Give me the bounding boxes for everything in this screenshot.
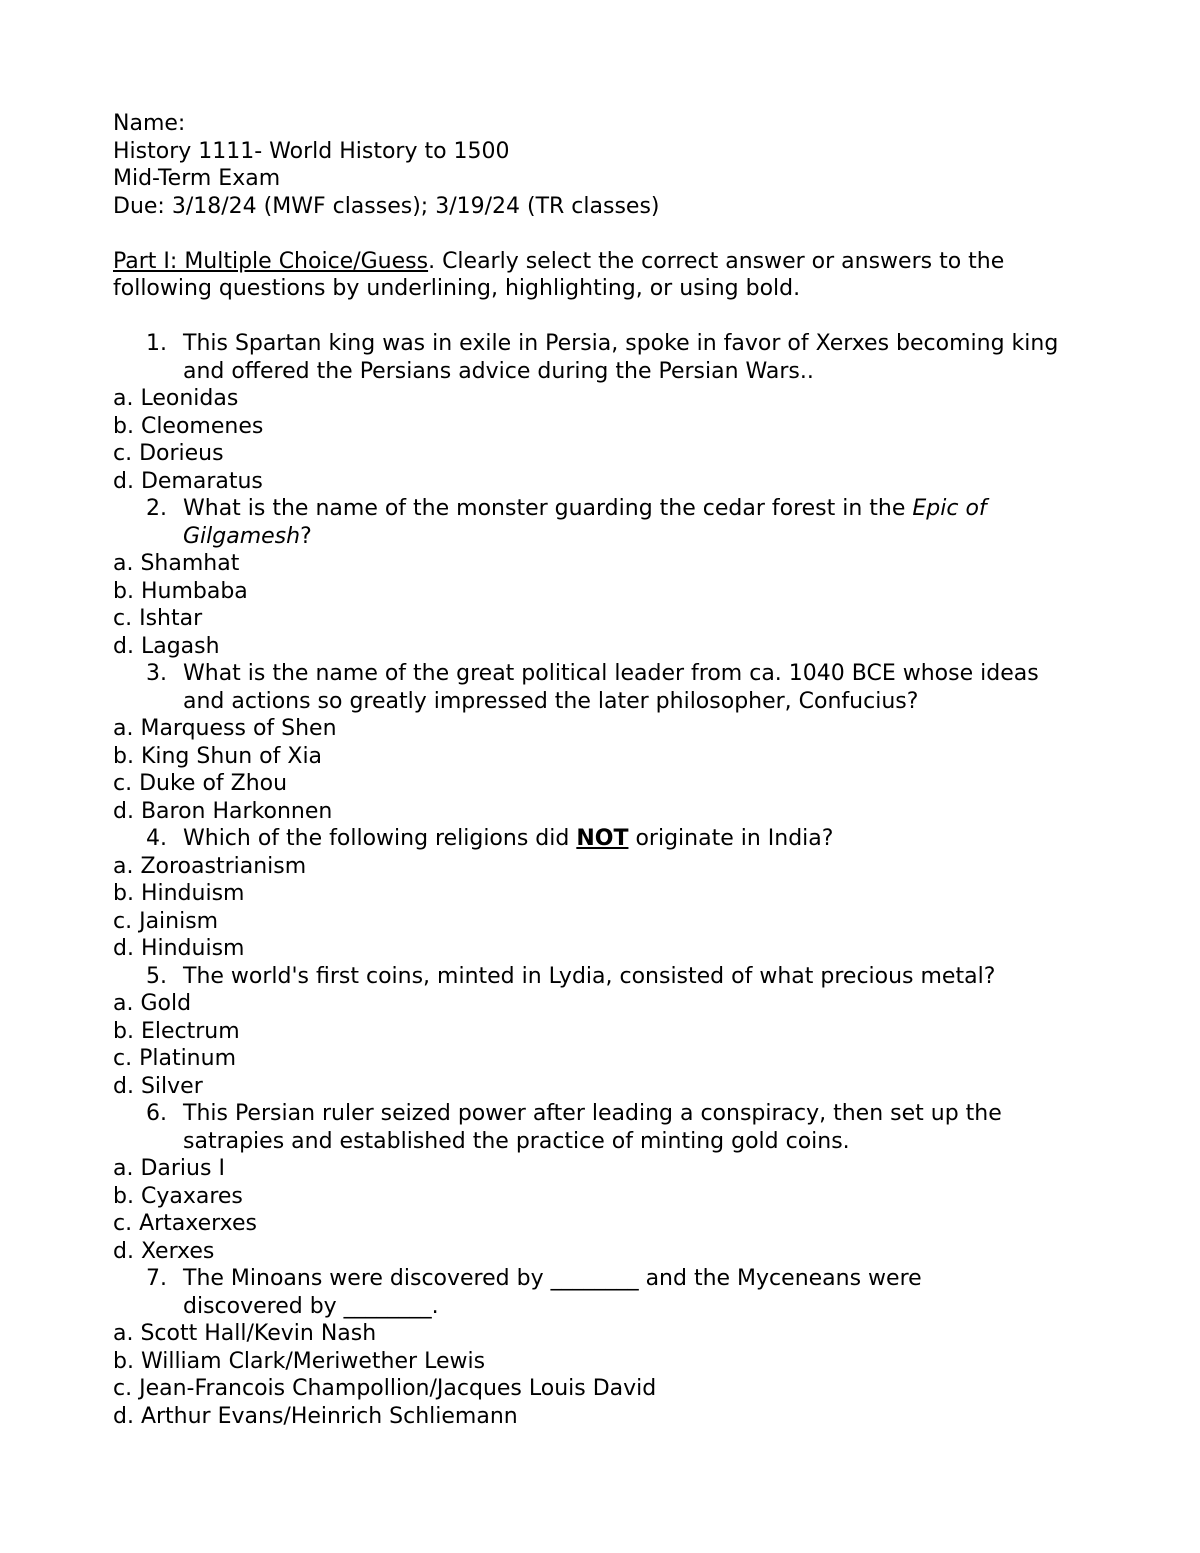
due-date: Due: 3/18/24 (MWF classes); 3/19/24 (TR classes): [113, 193, 660, 219]
option-c[interactable]: c. Jainism: [113, 908, 219, 934]
option-c[interactable]: c. Dorieus: [113, 441, 224, 466]
question-number: 6.: [146, 1101, 167, 1126]
question-4: [113, 825, 1073, 853]
question-3: [113, 660, 1073, 715]
question-text: [183, 825, 1063, 853]
option-d[interactable]: d. Demaratus: [113, 468, 263, 494]
question-text-part: What is the name of the monster guarding the cedar forest in the: [183, 496, 913, 521]
question-text-part: Which of the following religions did: [183, 826, 577, 851]
option-b[interactable]: b. Humbaba: [113, 578, 248, 604]
question-text-part: ?: [300, 523, 312, 549]
question-text: The world's first coins, minted in Lydia, consisted of what precious metal?: [183, 963, 996, 989]
question-number: 3.: [146, 661, 167, 686]
part1-instructions-text: . Clearly select the correct answer or answers to the following questions by underlining, highlighting, or using bold.: [113, 248, 1005, 301]
part1-heading: Part I: Multiple Choice/Guess: [113, 248, 429, 274]
part1-instructions: [113, 248, 1073, 303]
question-6: [113, 1100, 1073, 1155]
option-c[interactable]: c. Ishtar: [113, 606, 203, 631]
option-b[interactable]: b. Cyaxares: [113, 1183, 243, 1209]
option-a[interactable]: a. Scott Hall/Kevin Nash: [113, 1321, 377, 1346]
question-7: [113, 1265, 1073, 1320]
question-1: [113, 330, 1073, 385]
option-a[interactable]: a. Shamhat: [113, 551, 240, 576]
exam-page: [113, 110, 1073, 1430]
option-b[interactable]: b. King Shun of Xia: [113, 743, 323, 769]
option-b[interactable]: b. Electrum: [113, 1018, 240, 1044]
question-number: 1.: [146, 331, 167, 356]
question-text-part: originate in India?: [628, 826, 834, 851]
question-text: [183, 495, 1063, 550]
option-d[interactable]: d. Silver: [113, 1073, 203, 1099]
option-b[interactable]: b. Cleomenes: [113, 413, 264, 439]
question-text: This Spartan king was in exile in Persia, spoke in favor of Xerxes becoming king and offered the Persians advice during the Persian Wars..: [183, 331, 1059, 384]
spacer: [113, 220, 1073, 248]
option-d[interactable]: d. Lagash: [113, 633, 220, 659]
option-b[interactable]: b. William Clark/Meriwether Lewis: [113, 1348, 486, 1374]
question-number: 7.: [146, 1266, 167, 1291]
question-number: 5.: [146, 963, 167, 989]
option-d[interactable]: d. Xerxes: [113, 1238, 215, 1264]
question-number: 2.: [146, 496, 167, 521]
option-d[interactable]: d. Hinduism: [113, 936, 245, 961]
option-a[interactable]: a. Zoroastrianism: [113, 853, 307, 879]
spacer: [113, 303, 1073, 331]
option-b[interactable]: b. Hinduism: [113, 881, 245, 906]
question-text: This Persian ruler seized power after leading a conspiracy, then set up the satrapies and established the practice of minting gold coins.: [183, 1101, 1002, 1154]
question-text: What is the name of the great political leader from ca. 1040 BCE whose ideas and actions so greatly impressed the later philosopher, Confucius?: [183, 661, 1039, 714]
option-c[interactable]: c. Jean-Francois Champollion/Jacques Louis David: [113, 1376, 657, 1401]
option-d[interactable]: d. Baron Harkonnen: [113, 798, 333, 824]
question-5: [113, 963, 1073, 991]
option-c[interactable]: c. Artaxerxes: [113, 1211, 257, 1236]
question-number: 4.: [146, 826, 167, 851]
option-a[interactable]: a. Marquess of Shen: [113, 716, 337, 741]
option-c[interactable]: c. Duke of Zhou: [113, 771, 288, 796]
option-a[interactable]: a. Leonidas: [113, 386, 239, 411]
question-2: [113, 495, 1073, 550]
option-a[interactable]: a. Gold: [113, 991, 192, 1016]
not-emphasis: NOT: [576, 826, 629, 851]
course-title: History 1111- World History to 1500: [113, 138, 510, 164]
name-label: Name:: [113, 111, 186, 136]
exam-title: Mid-Term Exam: [113, 166, 281, 191]
option-a[interactable]: a. Darius I: [113, 1156, 225, 1181]
question-text: The Minoans were discovered by ________ and the Myceneans were discovered by ________.: [183, 1266, 922, 1319]
option-d[interactable]: d. Arthur Evans/Heinrich Schliemann: [113, 1403, 518, 1429]
option-c[interactable]: c. Platinum: [113, 1046, 236, 1071]
epic-title: Epic of Gilgamesh: [183, 496, 987, 549]
